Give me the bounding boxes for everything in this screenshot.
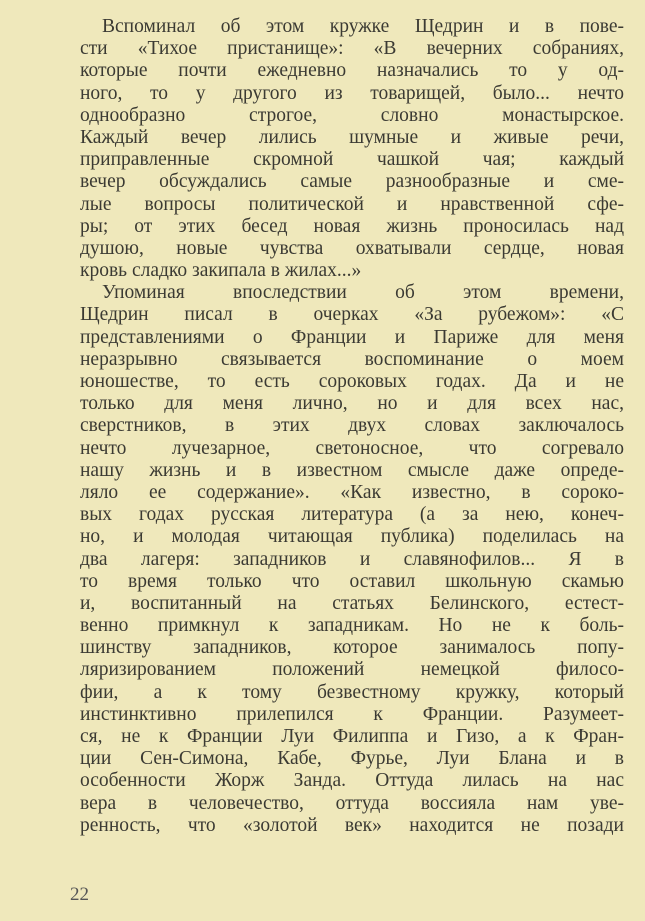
text-line: душою, новые чувства охватывали сердце, новая [80, 237, 624, 259]
text-line: два лагеря: западников и славянофилов... Я в [80, 548, 624, 570]
text-line: которые почти ежедневно назначались то у од- [80, 60, 624, 82]
text-line: кровь сладко закипала в жилах...» [80, 260, 362, 282]
page-number: 22 [70, 884, 89, 905]
text-line: вера в человечество, оттуда воссияла нам уве- [80, 792, 624, 814]
text-line: вечер обсуждались самые разнообразные и сме- [80, 171, 624, 193]
paragraph [80, 282, 624, 837]
text-line: то время только что оставил школьную скамью [80, 570, 624, 592]
text-line: однообразно строгое, словно монастырское. [80, 104, 624, 126]
paragraph [80, 16, 624, 282]
page-body [80, 16, 624, 837]
text-line: ры; от этих бесед новая жизнь проносилась над [80, 215, 624, 237]
text-line: инстинктивно прилепился к Франции. Разумеет- [80, 703, 624, 725]
text-line: ляризированием положений немецкой филосо- [80, 659, 624, 681]
text-line: неразрывно связывается воспоминание о моем [80, 348, 624, 370]
text-line: венно примкнул к западникам. Но не к боль- [80, 615, 624, 637]
text-line: нечто лучезарное, светоносное, что согревало [80, 437, 624, 459]
text-line: приправленные скромной чашкой чая; каждый [80, 149, 624, 171]
text-line: сти «Тихое пристанище»: «В вечерних собраниях, [80, 38, 624, 60]
text-line: ся, не к Франции Луи Филиппа и Гизо, а к Фран- [80, 726, 624, 747]
text-line: особенности Жорж Занда. Оттуда лилась на нас [80, 770, 624, 792]
text-line: Щедрин писал в очерках «За рубежом»: «С [80, 304, 624, 326]
text-line: Вспоминал об этом кружке Щедрин и в пове- [102, 16, 624, 37]
text-line: но, и молодая читающая публика) поделилась на [80, 526, 624, 548]
text-line: сверстников, в этих двух словах заключалось [80, 415, 624, 437]
text-line: представлениями о Франции и Париже для меня [80, 326, 624, 348]
text-line: только для меня лично, но и для всех нас, [80, 393, 624, 415]
text-line: юношестве, то есть сороковых годах. Да и не [80, 371, 624, 392]
text-line: вых годах русская литература (а за нею, конеч- [80, 504, 624, 526]
text-line: ляло ее содержание». «Как известно, в сороко- [80, 481, 624, 503]
text-line: шинству западников, которое занималось попу- [80, 637, 624, 659]
text-line: и, воспитанный на статьях Белинского, естест- [80, 592, 624, 614]
text-line: Упоминая впоследствии об этом времени, [102, 282, 624, 304]
text-line: Каждый вечер лились шумные и живые речи, [80, 126, 624, 148]
text-line: ренность, что «золотой век» находится не позади [80, 814, 624, 836]
text-line: ции Сен-Симона, Кабе, Фурье, Луи Блана и в [80, 748, 624, 770]
text-line: лые вопросы политической и нравственной сфе- [80, 193, 624, 215]
text-line: фии, а к тому безвестному кружку, который [80, 681, 624, 703]
text-line: нашу жизнь и в известном смысле даже опреде- [80, 459, 624, 481]
text-line: ного, то у другого из товарищей, было... нечто [80, 82, 624, 104]
